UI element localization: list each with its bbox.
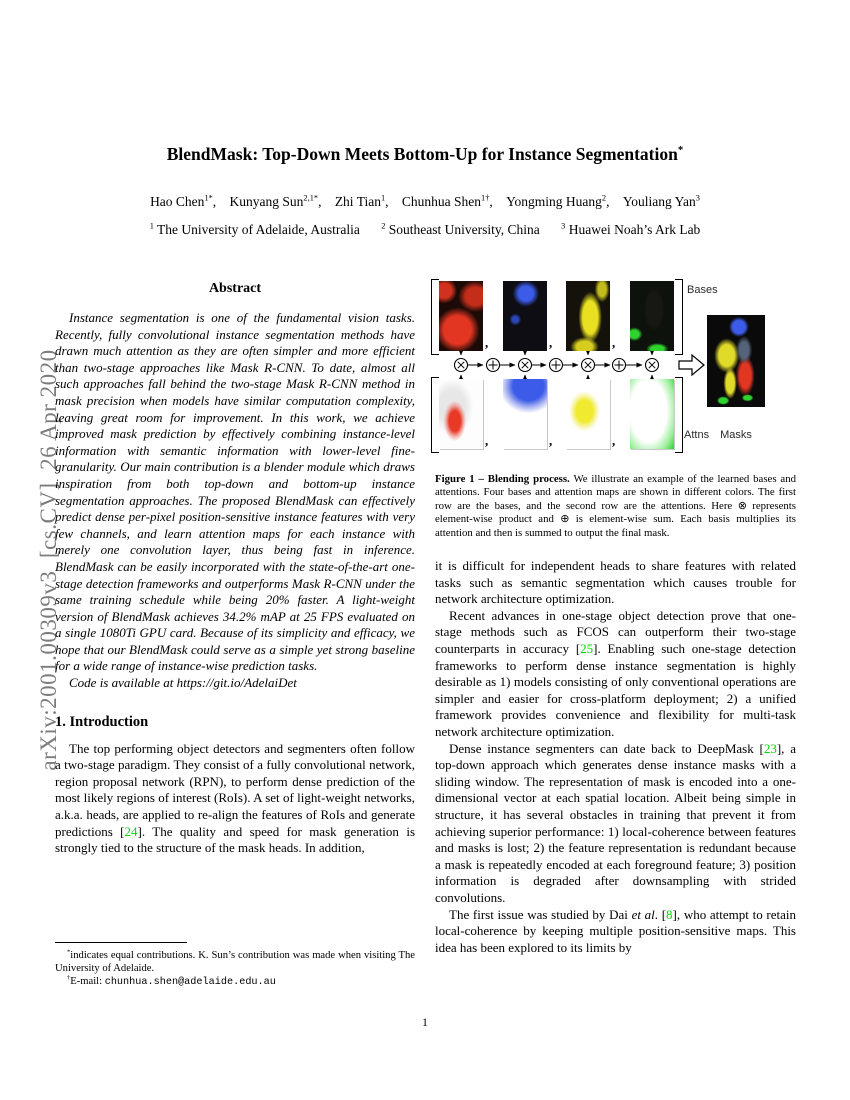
masks-label: Masks [720, 429, 752, 441]
email-link[interactable]: chunhua.shen@adelaide.edu.au [104, 977, 276, 989]
page-number: 1 [422, 1015, 428, 1029]
attns-left-bracket [431, 377, 439, 453]
code-url-link[interactable]: https://git.io/AdelaiDet [176, 675, 297, 691]
comma-separator: , [612, 433, 616, 448]
affiliation: $^1$ The University of Adelaide, Australia [149, 221, 360, 237]
base-image-yellow [566, 281, 610, 351]
arxiv-banner-text: arXiv:2001.00309v3 [cs.CV] 26 Apr 2020 [36, 349, 61, 771]
footnote-rule [55, 942, 187, 943]
paper-title: BlendMask: Top-Down Meets Bottom-Up for Instance Segmentation* [166, 144, 684, 164]
citation-25[interactable]: 25 [580, 641, 594, 656]
base-image-blue [503, 281, 547, 351]
final-mask-image [707, 315, 765, 407]
affiliation-list [40, 222, 810, 238]
author: Kunyang Sun$^{2,1*}$, [229, 193, 322, 209]
author: Zhi Tian$^1$, [334, 193, 389, 209]
bases-label: Bases [687, 284, 718, 296]
author: Chunhua Shen$^{1\dagger}$, [401, 193, 493, 209]
big-arrow-icon [679, 355, 704, 375]
abstract-paragraph: Instance segmentation is one of the fundamental vision tasks. Recently, fully convolutional instance segmentation methods have drawn much attention as they are often simpler and more efficient than two-stage approaches like Mask R-CNN. To date, almost all such approaches fall behind the two-stage Mask R-CNN method in mask precision when models have similar computation complexity, leaving great room for improvement. In this work, we achieve improved mask prediction by effectively combining instance-level information with semantic information with lower-level fine-granularity. Our main contribution is a blender module which draws inspiration from both top-down and bottom-up instance segmentation approaches. The proposed BlendMask can effectively predict dense per-pixel position-sensitive instance features with very few channels, and learn attention maps for each instance with merely one convolution layer, thus being fast in inference. BlendMask can be easily incorporated with the state-of-the-art one-stage detection frameworks and outperforms Mask R-CNN under the same training schedule while being 20% faster. A light-weight version of BlendMask achieves 34.2% mAP at 25 FPS evaluated on a single 1080Ti GPU card. Because of its simplicity and efficacy, we hope that our BlendMask could serve as a simple yet strong baseline for a wide range of instance-wise prediction tasks. [55, 310, 415, 674]
figure-1-caption-lead: Figure 1 – Blending process. [435, 473, 570, 485]
attention-map-yellow [566, 379, 610, 449]
right-column [435, 277, 796, 956]
body-paragraph-2: Recent advances in one-stage object detection prove that one-stage methods such as FCOS can outperform their two-stage counterparts in accuracy [25]. Enabling such one-stage detection frameworks to perform dense instance segmentation is highly desirable as 1) models consisting of only conventional operations are simpler and easier for cross-platform deployment; 2) a unified framework provides convenience and flexibility for multi-task network architecture optimization. [435, 607, 796, 739]
citation-23[interactable]: 23 [763, 740, 777, 756]
author: Yongming Huang$^2$, [506, 193, 610, 209]
attns-label: Attns [684, 429, 710, 441]
citation-8[interactable]: 8 [666, 906, 673, 922]
base-image-red [439, 281, 483, 351]
body-paragraph-1: it is difficult for independent heads to share features with related tasks such as semantic segmentation which causes trouble for network architecture optimization. [435, 558, 796, 607]
author: Hao Chen$^{1*}$, [150, 193, 217, 209]
body-paragraph-3: Dense instance segmenters can date back to DeepMask [23], a top-down approach which generates dense instance masks with a sliding window. The representation of mask is encoded into a one-dimensional vector at each spatial location. Albeit being simple in structure, it has several obstacles in training that prevent it from achieving superior performance: 1) local-coherence between features and masks is lost; 2) the feature representation is redundant because a mask is repeatedly encoded at each foreground feature; 3) position information is degraded after downsampling with strided convolutions. [435, 740, 796, 905]
comma-separator: , [549, 433, 553, 448]
author: Youliang Yan$^3$ [622, 193, 700, 209]
intro-paragraph-1: The top performing object detectors and segmenters often follow a two-stage paradigm. They consist of a fully convolutional network, region proposal network (RPN), to perform dense prediction of the most likely regions of interest (RoIs). A set of light-weight networks, a.k.a. heads, are applied to re-align the features of RoIs and generate predictions [24]. The quality and speed for mask generation is strongly tied to the structure of the mask heads. In addition, [55, 740, 415, 856]
footnote-equal-contribution: *indicates equal contributions. K. Sun’s contribution was made when visiting The University of Adelaide. [55, 948, 415, 975]
affiliation: $^3$ Huawei Noah’s Ark Lab [561, 221, 701, 237]
affiliation: $^2$ Southeast University, China [381, 221, 540, 237]
comma-separator: , [485, 433, 489, 448]
citation-24[interactable]: 24 [124, 823, 138, 839]
bases-right-bracket [675, 279, 683, 355]
author-list [40, 194, 810, 210]
attns-right-bracket [675, 377, 683, 453]
title-footnote-mark: * [677, 144, 684, 157]
attention-map-blue [503, 379, 547, 449]
footnote-block [55, 942, 415, 990]
comma-separator: , [485, 335, 489, 350]
bases-left-bracket [431, 279, 439, 355]
et-al-text: et al [631, 906, 655, 922]
section-heading-introduction: 1. Introduction [55, 713, 149, 730]
code-availability-line: Code is available at https://git.io/AdelaiDet [69, 675, 297, 691]
attention-map-red [439, 379, 483, 449]
footnote-email: †E-mail: chunhua.shen@adelaide.edu.au [67, 974, 276, 989]
figure-1-blending-process [435, 279, 800, 459]
figure-1-caption: Figure 1 – Blending process. We illustrate an example of the learned bases and attentions. Four bases and attention maps are shown in different colors. The first row are the bases, and the second row are the attentions. Here ⊗ represents element-wise product and ⊕ is element-wise sum. Each basis multiplies its attention and then is summed to output the final mask. [435, 473, 796, 539]
abstract-heading: Abstract [208, 281, 262, 296]
comma-separator: , [612, 335, 616, 350]
body-paragraph-4: The first issue was studied by Dai et al. [8], who attempt to retain local-coherence by keeping multiple position-sensitive maps. This idea has been explored to its limits by [435, 906, 796, 955]
base-image-green [630, 281, 674, 351]
comma-separator: , [549, 335, 553, 350]
attention-map-green [630, 379, 674, 449]
left-column [55, 281, 415, 857]
